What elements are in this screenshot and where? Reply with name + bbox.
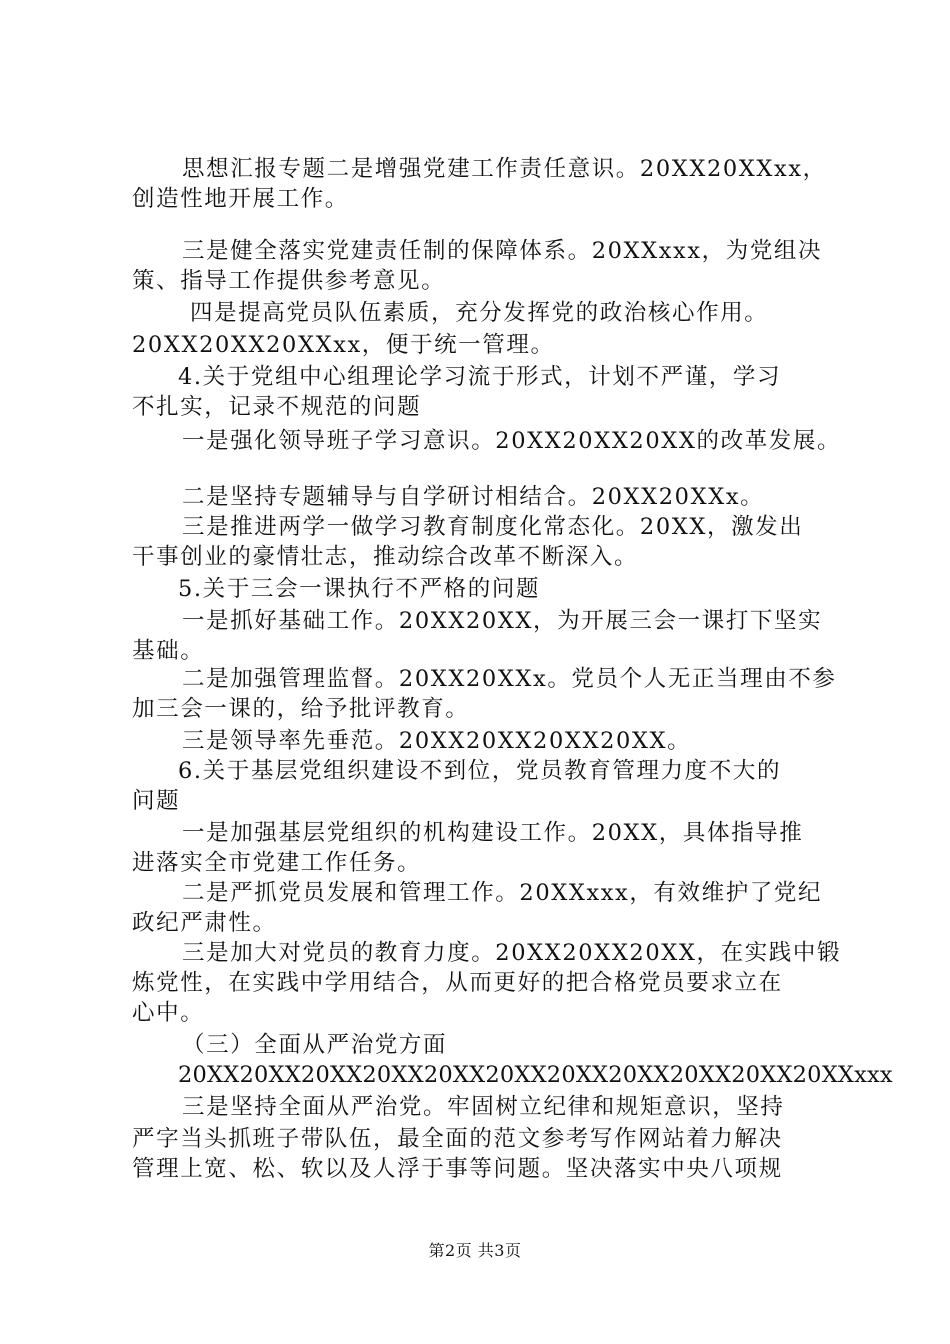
text-line-8: 不扎实，记录不规范的问题 bbox=[132, 394, 422, 420]
text-line-17: 加三会一课的，给予批评教育。 bbox=[132, 696, 470, 722]
text-line-11: 三是推进两学一做学习教育制度化常态化。20XX，激发出 bbox=[182, 514, 804, 540]
text-line-20: 问题 bbox=[132, 788, 181, 814]
text-line-7: 4.关于党组中心组理论学习流于形式，计划不严谨，学习 bbox=[178, 364, 782, 390]
text-line-2: 创造性地开展工作。 bbox=[132, 186, 349, 212]
text-line-19: 6.关于基层党组织建设不到位，党员教育管理力度不大的 bbox=[178, 758, 782, 784]
text-line-29: 20XX20XX20XX20XX20XX20XX20XX20XX20XX20XX20XXxxx bbox=[178, 1062, 893, 1088]
page-footer: 第2页 共3页 bbox=[428, 1241, 522, 1260]
text-line-13: 5.关于三会一课执行不严格的问题 bbox=[178, 576, 541, 602]
text-line-16: 二是加强管理监督。20XX20XXx。党员个人无正当理由不参 bbox=[182, 666, 837, 692]
text-line-10: 二是坚持专题辅导与自学研讨相结合。20XX20XXx。 bbox=[182, 484, 765, 510]
text-line-22: 进落实全市党建工作任务。 bbox=[132, 850, 422, 876]
text-line-23: 二是严抓党员发展和管理工作。20XXxxx，有效维护了党纪 bbox=[182, 880, 823, 906]
text-line-24: 政纪严肃性。 bbox=[132, 910, 277, 936]
text-line-1: 思想汇报专题二是增强党建工作责任意识。20XX20XXxx， bbox=[182, 156, 827, 182]
text-line-28: （三）全面从严治党方面 bbox=[182, 1032, 448, 1058]
text-line-14: 一是抓好基础工作。20XX20XX，为开展三会一课打下坚实 bbox=[182, 608, 823, 634]
text-line-12: 干事创业的豪情壮志，推动综合改革不断深入。 bbox=[132, 544, 639, 570]
text-line-21: 一是加强基层党组织的机构建设工作。20XX，具体指导推 bbox=[182, 820, 804, 846]
text-line-30: 三是坚持全面从严治党。牢固树立纪律和规矩意识，坚持 bbox=[182, 1094, 785, 1120]
text-line-26: 炼党性，在实践中学用结合，从而更好的把合格党员要求立在 bbox=[132, 970, 783, 996]
text-line-9: 一是强化领导班子学习意识。20XX20XX20XX的改革发展。 bbox=[182, 428, 842, 454]
text-line-4: 策、指导工作提供参考意见。 bbox=[132, 268, 446, 294]
text-line-3: 三是健全落实党建责任制的保障体系。20XXxxx，为党组决 bbox=[182, 238, 823, 264]
text-line-18: 三是领导率先垂范。20XX20XX20XX20XX。 bbox=[182, 728, 692, 754]
text-line-25: 三是加大对党员的教育力度。20XX20XX20XX，在实践中锻 bbox=[182, 940, 842, 966]
text-line-6: 20XX20XX20XXxx，便于统一管理。 bbox=[132, 332, 555, 358]
text-line-31: 严字当头抓班子带队伍，最全面的范文参考写作网站着力解决 bbox=[132, 1126, 783, 1152]
text-line-27: 心中。 bbox=[132, 1000, 205, 1026]
text-line-32: 管理上宽、松、软以及人浮于事等问题。坚决落实中央八项规 bbox=[132, 1156, 783, 1182]
text-line-5: 四是提高党员队伍素质，充分发挥党的政治核心作用。 bbox=[190, 300, 769, 326]
text-line-15: 基础。 bbox=[132, 638, 205, 664]
